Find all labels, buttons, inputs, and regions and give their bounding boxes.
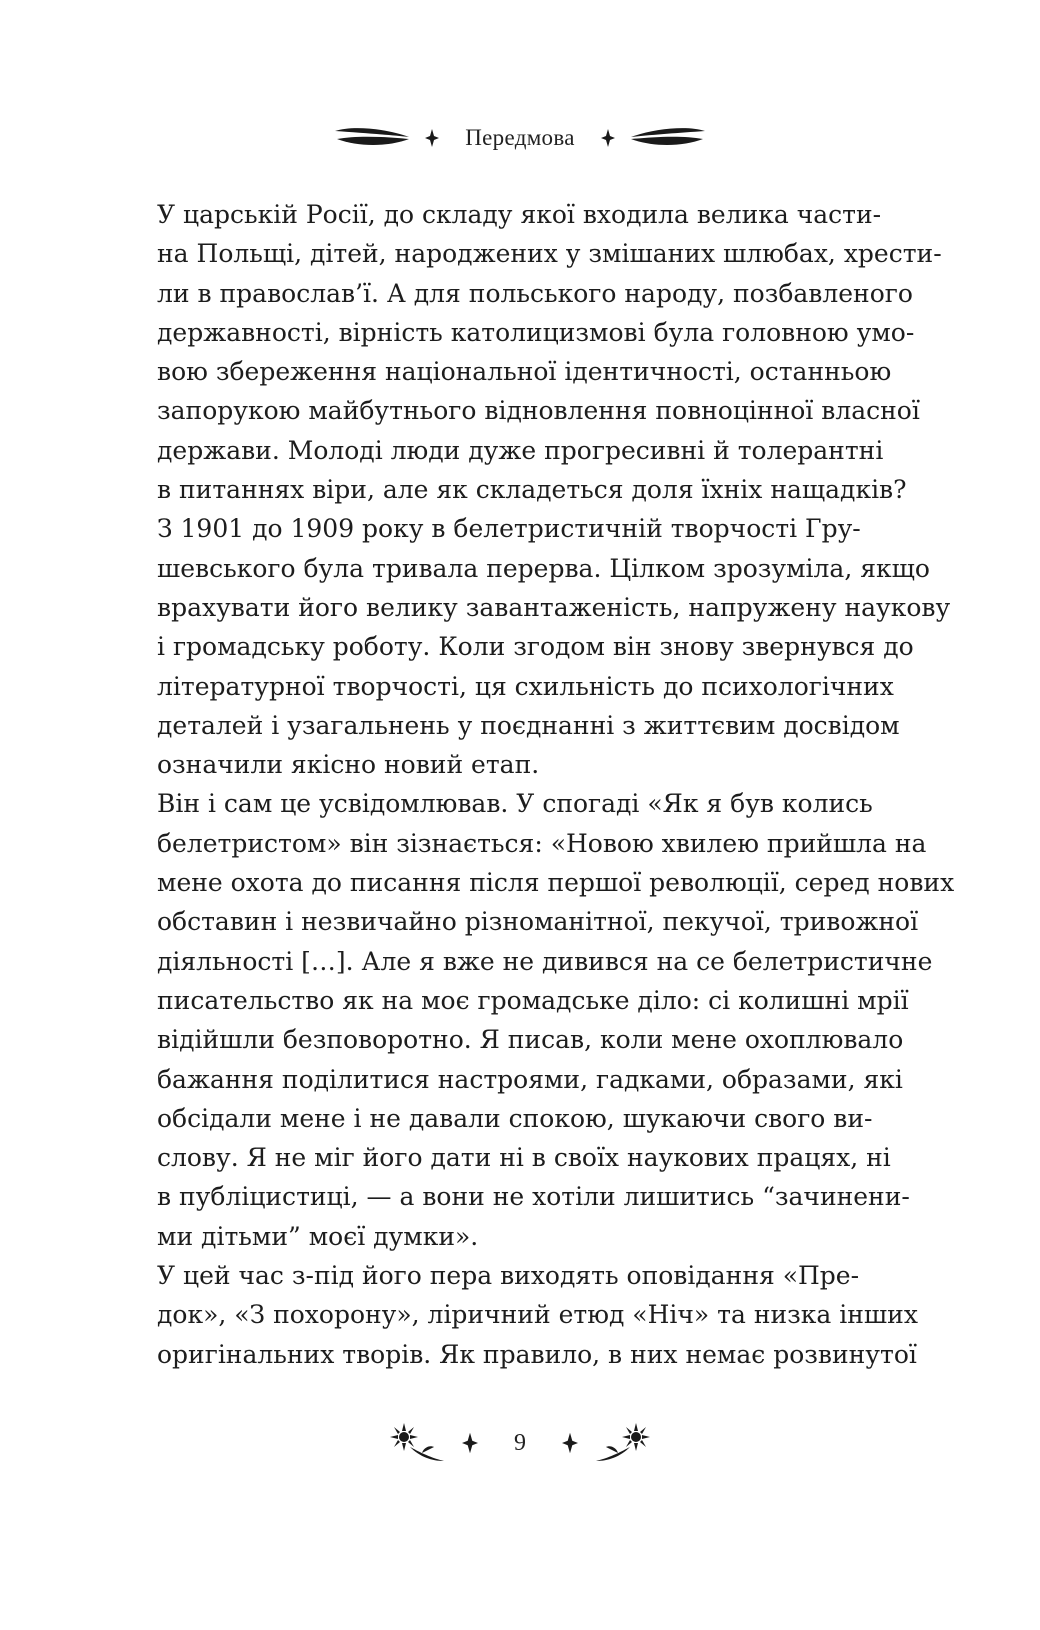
paragraph	[120, 784, 955, 1256]
text-line: діяльності […]. Але я вже не дивився на се белетристичне	[157, 946, 933, 976]
text-line: шевського була тривала перерва. Цілком зрозуміла, якщо	[157, 553, 930, 583]
four-point-star-icon	[425, 129, 439, 147]
text-line: деталей і узагальнень у поєднанні з життєвим досвідом	[157, 710, 900, 740]
paragraph	[120, 195, 942, 509]
four-point-star-icon	[601, 129, 615, 147]
body-text	[120, 195, 955, 1374]
paragraph	[120, 509, 951, 784]
leaf-ornament-icon	[629, 127, 707, 149]
text-line: держави. Молоді люди дуже прогресивні й толерантні	[157, 435, 884, 465]
text-line: на Польщі, дітей, народжених у змішаних шлюбах, хрести-	[157, 239, 942, 269]
text-line: З 1901 до 1909 року в белетристичній творчості Гру-	[157, 514, 861, 544]
text-line: Він і сам це усвідомлював. У спогаді «Як я був колись	[157, 789, 873, 819]
text-line: белетристом» він зізнається: «Новою хвилею прийшла на	[157, 828, 927, 858]
text-line: бажання поділитися настроями, гадками, образами, які	[157, 1064, 903, 1094]
cornflower-icon	[592, 1421, 652, 1465]
text-line: державності, вірність католицизмові була головною умо-	[157, 317, 915, 347]
text-line: вою збереження національної ідентичності, останньою	[157, 357, 892, 387]
running-header-title: Передмова	[465, 125, 575, 150]
paragraph	[120, 1256, 918, 1374]
leaf-ornament-icon	[333, 127, 411, 149]
text-line: У царській Росії, до складу якої входила велика части-	[157, 200, 882, 229]
text-line: врахувати його велику завантаженість, напружену наукову	[157, 592, 951, 622]
text-line: мене охота до писання після першої революції, серед нових	[157, 868, 955, 898]
four-point-star-icon	[562, 1432, 578, 1454]
text-line: ли в православ’ї. А для польського народу, позбавленого	[157, 278, 913, 308]
text-line: в питаннях віри, але як складеться доля їхніх нащадків?	[157, 475, 907, 505]
page-number: 9	[514, 1429, 526, 1456]
four-point-star-icon	[462, 1432, 478, 1454]
cornflower-icon	[388, 1421, 448, 1465]
text-line: запорукою майбутнього відновлення повноцінної власної	[157, 396, 920, 426]
text-line: і громадську роботу. Коли згодом він знову звернувся до	[157, 632, 914, 662]
text-line: писательство як на моє громадське діло: сі колишні мрії	[157, 985, 909, 1015]
text-line: оригінальних творів. Як правило, в них немає розвинутої	[157, 1339, 917, 1369]
text-line: відійшли безповоротно. Я писав, коли мене охоплювало	[157, 1025, 904, 1055]
running-header	[0, 118, 1040, 158]
text-line: в публіцистиці, — а вони не хотіли лишитись “зачинени-	[157, 1182, 910, 1212]
text-line: обсідали мене і не давали спокою, шукаючи свого ви-	[157, 1103, 873, 1133]
text-line: обставин і незвичайно різноманітної, пекучої, тривожної	[157, 907, 919, 937]
text-line: літературної творчості, ця схильність до психологічних	[157, 671, 894, 701]
text-line: слову. Я не міг його дати ні в своїх наукових працях, ні	[157, 1143, 891, 1173]
page-footer	[0, 1418, 1040, 1468]
text-line: У цей час з-під його пера виходять оповідання «Пре-	[157, 1261, 860, 1291]
text-line: ми дітьми” моєї думки».	[157, 1221, 479, 1251]
text-line: означили якісно новий етап.	[157, 750, 540, 780]
text-line: док», «З похорону», ліричний етюд «Ніч» та низка інших	[157, 1300, 918, 1330]
